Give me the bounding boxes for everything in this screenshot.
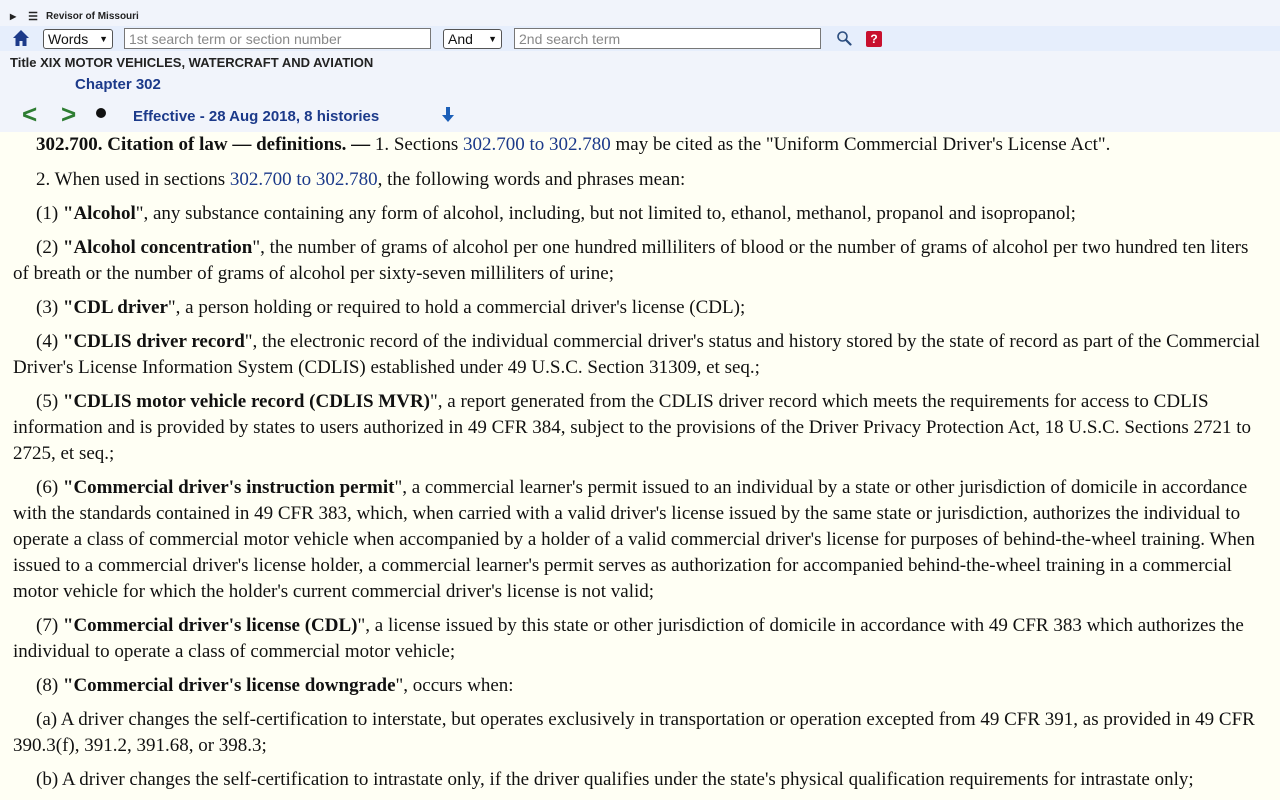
home-icon[interactable] bbox=[11, 28, 31, 48]
definition-paragraph: (7) "Commercial driver's license (CDL)", a license issued by this state or other jurisdiction of domicile in accordance with 49 CFR 383 which authorizes the individual to operate a class of commercial motor vehicle; bbox=[13, 615, 1244, 662]
definition-paragraph: (1) "Alcohol", any substance containing any form of alcohol, including, but not limited to, ethanol, methanol, propanol and isopropanol; bbox=[36, 203, 1076, 224]
section-heading: Citation of law — definitions. — bbox=[107, 134, 371, 155]
subparagraph: (b) A driver changes the self-certification to intrastate only, if the driver qualifies under the state's physical qualification requirements for intrastate only; bbox=[36, 769, 1194, 790]
search-icon[interactable] bbox=[836, 30, 852, 46]
search-term2-input[interactable] bbox=[514, 28, 821, 49]
definition-paragraph: (6) "Commercial driver's instruction permit", a commercial learner's permit issued to an individual by a state or other jurisdiction of domicile in accordance with the standards contained in 49 CFR 383, which, when carried with a valid driver's license issued by the same state or jurisdiction, authorizes the individual to operate a class of commercial motor vehicle when accompanied by a holder of a valid commercial driver's license for purposes of behind-the-wheel training. When issued to a commercial driver's license holder, a commercial learner's permit serves as authorization for accompanied behind-the-wheel training in a commercial motor vehicle for which the holder's current commercial driver's license is not valid; bbox=[13, 477, 1255, 602]
site-header bbox=[0, 0, 1280, 132]
defined-term: "Alcohol concentration bbox=[62, 237, 253, 258]
definition-paragraph: (5) "CDLIS motor vehicle record (CDLIS MVR)", a report generated from the CDLIS driver record which meets the requirements for access to CDLIS information and is provided by states to users authorized in 49 CFR 384, subject to the provisions of the Driver Privacy Protection Act, 18 U.S.C. Sections 2721 to 2725, et seq.; bbox=[13, 391, 1252, 464]
search-bar bbox=[0, 26, 1280, 51]
search-mode-select[interactable] bbox=[43, 29, 113, 49]
definition-paragraph: (4) "CDLIS driver record", the electronic record of the individual commercial driver's status and history stored by the state of record as part of the Commercial Driver's License Information System (CDLIS) established under 49 U.S.C. Section 31309, et seq.; bbox=[13, 331, 1260, 378]
defined-term: "Commercial driver's instruction permit bbox=[62, 477, 395, 498]
chevron-down-icon: ▼ bbox=[488, 34, 497, 44]
statute-text bbox=[0, 132, 1280, 800]
arrow-down-icon[interactable] bbox=[440, 106, 456, 124]
current-section-dot-icon bbox=[96, 108, 106, 118]
chevron-down-icon: ▼ bbox=[99, 34, 108, 44]
statute-paragraph: 2. When used in sections 302.700 to 302.780, the following words and phrases mean: bbox=[36, 169, 686, 190]
site-title[interactable]: Revisor of Missouri bbox=[46, 10, 139, 22]
prev-section-button[interactable]: < bbox=[22, 99, 38, 129]
title-heading[interactable]: Title XIX MOTOR VEHICLES, WATERCRAFT AND AVIATION bbox=[10, 55, 374, 70]
defined-term: "CDL driver bbox=[62, 297, 168, 318]
defined-term: "CDLIS motor vehicle record (CDLIS MVR) bbox=[62, 391, 431, 412]
section-range-link[interactable]: 302.700 to 302.780 bbox=[229, 169, 378, 190]
section-number: 302.700. bbox=[36, 134, 103, 155]
search-mode-value: Words bbox=[48, 31, 89, 47]
chapter-heading[interactable]: Chapter 302 bbox=[75, 76, 161, 93]
statute-paragraph: 302.700. Citation of law — definitions. — 1. Sections 302.700 to 302.780 may be cited as the "Uniform Commercial Driver's License Act". bbox=[36, 134, 1111, 155]
search-operator-select[interactable] bbox=[443, 29, 502, 49]
definition-paragraph: (8) "Commercial driver's license downgrade", occurs when: bbox=[36, 675, 514, 696]
defined-term: "Alcohol bbox=[62, 203, 136, 224]
defined-term: "Commercial driver's license downgrade bbox=[62, 675, 396, 696]
menu-icon[interactable]: ☰ bbox=[28, 10, 39, 23]
definition-paragraph: (2) "Alcohol concentration", the number of grams of alcohol per one hundred milliliters of blood or the number of grams of alcohol per two hundred ten liters of breath or the number of grams of alcohol per sixty-seven milliliters of urine; bbox=[13, 237, 1249, 284]
section-nav bbox=[0, 100, 1280, 130]
next-section-button[interactable]: > bbox=[61, 99, 77, 129]
search-operator-value: And bbox=[448, 31, 473, 47]
subparagraph: (a) A driver changes the self-certification to interstate, but operates exclusively in transportation or operation excepted from 49 CFR 391, as provided in 49 CFR 390.3(f), 391.2, 391.68, or 398.3; bbox=[13, 709, 1255, 756]
expand-triangle-icon[interactable]: ▶ bbox=[10, 11, 17, 21]
defined-term: "CDLIS driver record bbox=[62, 331, 245, 352]
section-range-link[interactable]: 302.700 to 302.780 bbox=[463, 134, 611, 155]
effective-date-link[interactable]: Effective - 28 Aug 2018, 8 histories bbox=[133, 108, 380, 125]
definition-paragraph: (3) "CDL driver", a person holding or required to hold a commercial driver's license (CDL); bbox=[36, 297, 746, 318]
site-title-row bbox=[10, 8, 139, 24]
defined-term: "Commercial driver's license (CDL) bbox=[62, 615, 358, 636]
search-term1-input[interactable] bbox=[124, 28, 431, 49]
help-icon[interactable]: ? bbox=[866, 31, 882, 47]
